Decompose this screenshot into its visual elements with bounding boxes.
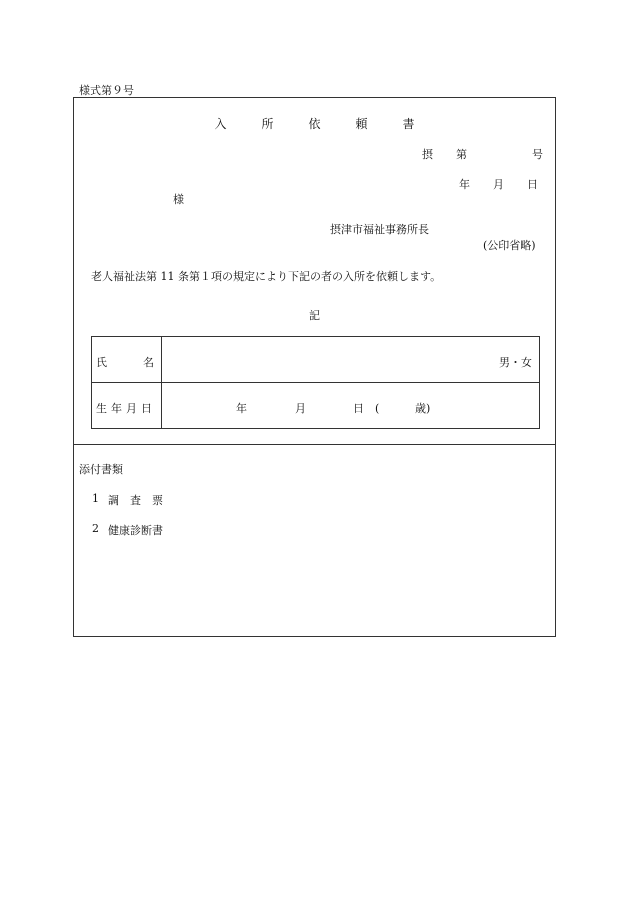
attachment-number: 2 <box>92 522 99 535</box>
date-month: 月 <box>493 178 504 191</box>
date-day: 日 <box>527 178 538 191</box>
document-title <box>214 115 415 132</box>
box-divider <box>74 444 555 445</box>
title-char: 入 <box>214 117 227 131</box>
title-char: 依 <box>308 117 321 131</box>
reference-suffix: 号 <box>532 148 543 161</box>
dob-label <box>96 400 156 416</box>
sender-name: 摂津市福祉事務所長 <box>330 223 429 236</box>
request-text: 老人福祉法第 11 条第１項の規定により下記の者の入所を依頼します。 <box>91 270 442 283</box>
dob-year: 年 <box>236 402 247 415</box>
dob-paren: ( <box>375 402 380 415</box>
form-number: 様式第９号 <box>79 84 134 97</box>
addressee-suffix: 様 <box>173 193 184 206</box>
date-year: 年 <box>459 178 470 191</box>
attachment-number: 1 <box>92 492 99 505</box>
dob-label-char: 月 <box>126 402 137 415</box>
ki-heading: 記 <box>309 309 320 322</box>
dob-age: 歳) <box>415 402 431 415</box>
name-label-char: 氏 <box>96 356 107 369</box>
reference-number <box>422 146 543 162</box>
reference-prefix: 摂 <box>422 148 433 161</box>
dob-label-char: 生 <box>96 402 107 415</box>
gender-field: 男・女 <box>499 356 532 369</box>
attachment-char: 調 <box>108 494 119 507</box>
dob-day: 日 <box>353 402 364 415</box>
name-label-char: 名 <box>143 356 154 369</box>
name-label <box>96 354 154 370</box>
title-char: 書 <box>402 117 415 131</box>
dob-label-char: 日 <box>141 402 152 415</box>
reference-mid: 第 <box>456 148 467 161</box>
dob-field <box>236 400 430 416</box>
title-char: 所 <box>261 117 274 131</box>
dob-label-char: 年 <box>111 402 122 415</box>
dob-month: 月 <box>295 402 306 415</box>
attachments-title: 添付書類 <box>79 463 123 476</box>
date-line <box>459 176 538 192</box>
attachment-health-certificate: 健康診断書 <box>108 524 163 537</box>
attachment-survey-sheet <box>108 492 174 508</box>
attachment-char: 票 <box>152 494 163 507</box>
title-char: 頼 <box>355 117 368 131</box>
seal-note: (公印省略) <box>483 239 536 252</box>
attachment-char: 査 <box>130 494 141 507</box>
table-row-divider <box>92 382 539 383</box>
table-column-divider <box>161 337 162 428</box>
